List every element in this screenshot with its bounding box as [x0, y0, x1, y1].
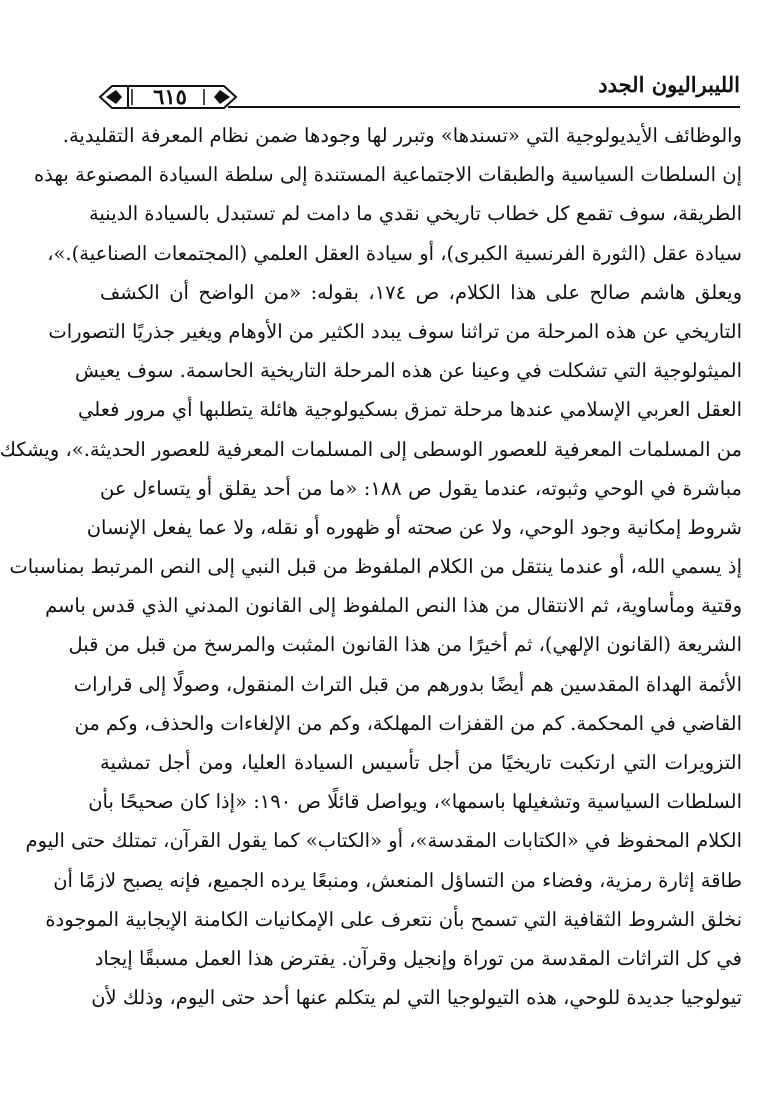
- text-line: الشريعة (القانون الإلهي)، ثم أخيرًا من هذا القانون المثبت والمرسخ من قبل من قبل: [68, 633, 742, 657]
- text-line: نخلق الشروط الثقافية التي تسمح بأن نتعرف على الإمكانيات الكامنة الإيجابية الموجودة: [45, 907, 742, 931]
- text-line: من المسلمات المعرفية للعصور الوسطى إلى المسلمات المعرفية للعصور الحديثة.»، ويشكك: [0, 437, 742, 461]
- text-line: إن السلطات السياسية والطبقات الاجتماعية المستندة إلى سلطة السيادة المصنوعة بهذه: [33, 163, 742, 187]
- text-line: شروط إمكانية وجود الوحي، ولا عن صحته أو ظهوره أو نقله، ولا عما يفعل الإنسان: [86, 515, 742, 539]
- text-line: في كل التراثات المقدسة من توراة وإنجيل وقرآن. يفترض هذا العمل مسبقًا إيجاد: [94, 946, 742, 970]
- page-number-ornament: [98, 80, 238, 114]
- header-rule: [228, 106, 740, 108]
- text-line: الأئمة الهداة المقدسين هم أيضًا بدورهم من قبل التراث المنقول، وصولًا إلى قرارات: [73, 672, 742, 696]
- text-line: السلطات السياسية وتشغيلها باسمها»، ويواصل قائلًا ص ١٩٠: «إذا كان صحيحًا بأن: [88, 790, 742, 814]
- text-line: طاقة إثارة رمزية، وفضاء من التساؤل المنعش، ومنبعًا يرده الجميع، فإنه يصبح لازمًا أن: [53, 868, 742, 892]
- text-line: الميثولوجية التي تشكلت في وعينا عن هذه المرحلة التاريخية الحاسمة. سوف يعيش: [75, 359, 742, 383]
- text-line: وقتية ومأساوية، ثم الانتقال من هذا النص الملفوظ إلى القانون المدني الذي قدس باسم: [45, 594, 742, 618]
- text-line: الطريقة، سوف تقمع كل خطاب تاريخي نقدي ما دامت لم تستبدل بالسيادة الدينية: [88, 202, 742, 226]
- page-number: ٦١٥: [153, 84, 187, 109]
- text-line: التزويرات التي ارتكبت تاريخيًا من أجل تأسيس السيادة العليا، ومن أجل تمشية: [100, 751, 742, 774]
- text-line: القاضي في المحكمة. كم من القفزات المهلكة، وكم من الإلغاءات والحذف، وكم من: [74, 711, 742, 735]
- text-line: ويعلق هاشم صالح على هذا الكلام، ص ١٧٤، بقوله: «من الواضح أن الكشف: [100, 280, 742, 304]
- body-text: [0, 116, 742, 1017]
- text-line: والوظائف الأيديولوجية التي «تسندها» وتبرر لها وجودها ضمن نظام المعرفة التقليدية.: [62, 124, 742, 147]
- running-title: الليبراليون الجدد: [598, 72, 740, 97]
- text-line: تيولوجيا جديدة للوحي، هذه التيولوجيا التي لم يتكلم عنها أحد حتى اليوم، وذلك لأن: [91, 986, 742, 1010]
- text-line: الكلام المحفوظ في «الكتابات المقدسة»، أو «الكتاب» كما يقول القرآن، تمتلك حتى اليوم: [25, 829, 742, 853]
- text-line: سيادة عقل (الثورة الفرنسية الكبرى)، أو سيادة العقل العلمي (المجتمعات الصناعية).»،: [47, 241, 742, 265]
- text-line: إذ يسمي الله، أو عندما ينتقل من الكلام الملفوظ من قبل النبي إلى النص المرتبط بمناسبات: [9, 555, 742, 579]
- text-line: مباشرة في الوحي وثبوته، عندما يقول ص ١٨٨: «ما من أحد يقلق أو يتساءل عن: [100, 476, 742, 500]
- text-line: العقل العربي الإسلامي عندها مرحلة تمزق بسكيولوجية هائلة يتطلبها أي مرور فعلي: [78, 398, 742, 422]
- text-line: التاريخي عن هذه المرحلة من تراثنا سوف يبدد الكثير من الأوهام ويغير جذريًا التصورات: [48, 319, 742, 343]
